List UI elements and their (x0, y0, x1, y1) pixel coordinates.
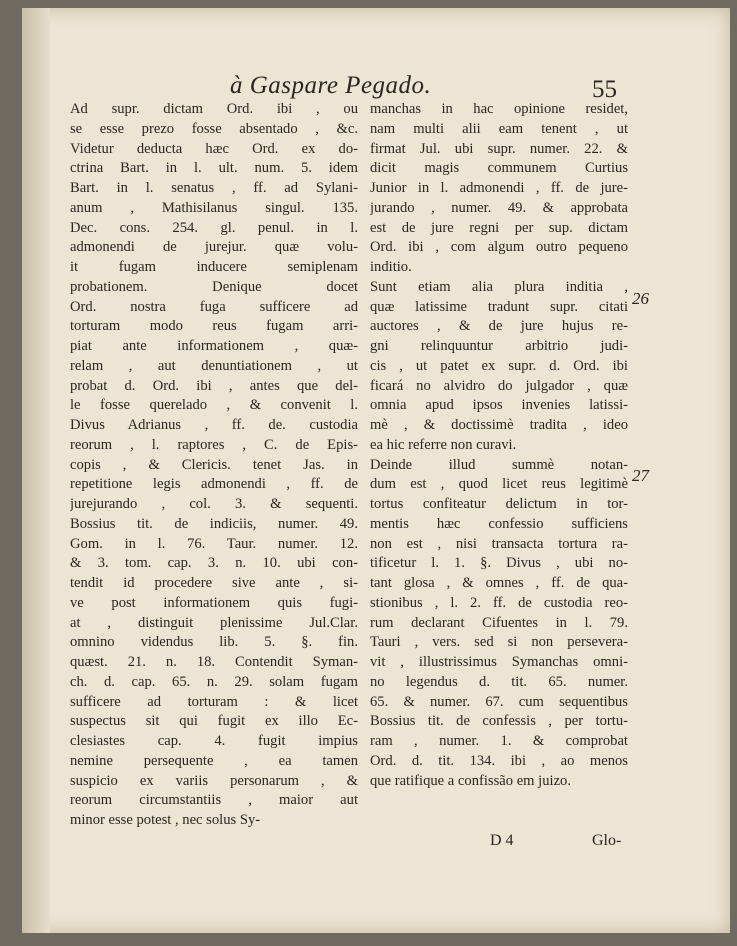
text-line: torturam modo reus fugam arri- (70, 318, 358, 335)
text-line: Sunt etiam alia plura inditia , (370, 278, 628, 295)
text-line: dum est , quod licet reus legitimè (370, 476, 628, 493)
text-line: ea hic referre non curavi. (370, 436, 517, 453)
text-line: tendit id procedere sive ante , si- (70, 575, 358, 591)
text-line: repetitione legis admonendi , ff. de (70, 476, 358, 493)
text-line: nam multi alii eam tenent , ut (370, 120, 628, 137)
page-gutter (22, 8, 50, 933)
text-line: ficará no alvidro do julgador , quæ (370, 377, 628, 394)
text-line: Junior in l. admonendi , ff. de jure- (370, 180, 628, 196)
text-line: le fosse querelado , & convenit l. (70, 397, 358, 414)
catchword: Glo- (592, 832, 622, 849)
text-line: se esse prezo fosse absentado , &c. (70, 120, 358, 137)
text-line: probat d. Ord. ibi , antes que del- (70, 377, 358, 394)
text-line: rum declarant Cifuentes in l. 79. (370, 614, 628, 631)
text-line: anum , Mathisilanus singul. 135. (70, 199, 358, 216)
text-line: & 3. tom. cap. 3. n. 10. ubi con- (70, 555, 358, 572)
text-line: it fugam inducere semiplenam (70, 259, 358, 275)
text-line: copis , & Clericis. tenet Jas. in (70, 456, 358, 473)
text-line: admonendi de jurejur. quæ volu- (70, 239, 358, 256)
text-line: Divus Adrianus , ff. de. custodia (70, 417, 358, 433)
text-line: Ord. nostra fuga sufficere ad (70, 298, 358, 315)
text-line: Bossius tit. de indiciis, numer. 49. (70, 515, 358, 532)
text-line: reorum circumstantiis , maior aut (70, 792, 358, 809)
text-line: que ratifique a confissão em juizo. (370, 772, 571, 789)
text-line: ctrina Bart. in l. ult. num. 5. idem (70, 160, 358, 177)
text-line: auctores , & de jure hujus re- (370, 318, 628, 335)
text-line: ch. d. cap. 65. n. 29. solam fugam (70, 673, 358, 690)
text-line: quæ latissime tradunt supr. citati (370, 298, 628, 315)
left-text-column (70, 100, 358, 831)
right-text-column (370, 100, 628, 791)
signature-mark: D 4 (490, 832, 514, 849)
text-line: Dec. cons. 254. gl. penul. in l. (70, 219, 358, 236)
margin-number-26: 26 (632, 289, 649, 308)
text-line: no legendus d. tit. 65. numer. (370, 673, 628, 690)
text-line: firmat Jul. ubi supr. numer. 22. & (370, 140, 628, 157)
text-line: tant glosa , & omnes , ff. de qua- (370, 575, 628, 591)
page-number: 55 (592, 76, 617, 103)
text-line: quæst. 21. n. 18. Contendit Syman- (70, 654, 358, 670)
text-line: cis , ut patet ex supr. d. Ord. ibi (370, 357, 628, 374)
text-line: stionibus , l. 2. ff. de custodia reo- (370, 594, 628, 611)
text-line: ve post informationem quis fugi- (70, 594, 358, 611)
margin-number-27: 27 (632, 466, 649, 485)
text-line: tortus confiteatur delictum in tor- (370, 496, 628, 512)
text-line: mè , & doctissimè tradita , ideo (370, 417, 628, 433)
text-line: inditio. (370, 259, 412, 275)
text-line: ram , numer. 1. & comprobat (370, 733, 628, 749)
text-line: 65. & numer. 67. cum sequentibus (370, 693, 628, 710)
text-line: clesiastes cap. 4. fugit impius (70, 733, 358, 749)
text-line: suspectus sit qui fugit ex illo Ec- (70, 713, 358, 730)
text-line: Tauri , vers. sed si non persevera- (370, 634, 628, 651)
text-line: manchas in hac opinione residet, (370, 101, 628, 117)
text-line: gni relinquuntur arbitrio judi- (370, 338, 628, 354)
text-line: Deinde illud summè notan- (370, 456, 628, 473)
running-header-title: à Gaspare Pegado. (230, 72, 432, 99)
text-line: nemine persequente , ea tamen (70, 752, 358, 769)
text-line: at , distinguit plenissime Jul.Clar. (70, 614, 358, 631)
text-line: est de jure regni per sup. dictam (370, 219, 628, 236)
text-line: vit , illustrissimus Symanchas omni- (370, 654, 628, 670)
text-line: relam , aut denuntiationem , ut (70, 357, 358, 374)
text-line: omnia apud ipsos invenies latissi- (370, 397, 628, 414)
text-line: omnino videndus lib. 5. §. fin. (70, 634, 358, 651)
text-line: probationem. Denique docet (70, 278, 358, 295)
text-line: sufficere ad torturam : & licet (70, 693, 358, 710)
text-line: Videtur deducta hæc Ord. ex do- (70, 140, 358, 157)
text-line: non est , nisi transacta tortura ra- (370, 535, 628, 552)
text-line: piat ante informationem , quæ- (70, 338, 358, 354)
text-line: Ord. d. tit. 134. ibi , ao menos (370, 752, 628, 769)
text-line: mentis hæc confessio sufficiens (370, 515, 628, 532)
text-line: Gom. in l. 76. Taur. numer. 12. (70, 535, 358, 552)
text-line: reorum , l. raptores , C. de Epis- (70, 436, 358, 453)
text-line: minor esse potest , nec solus Sy- (70, 812, 261, 828)
text-line: dicit magis communem Curtius (370, 160, 628, 177)
text-line: jurejurando , col. 3. & sequenti. (70, 496, 358, 512)
text-line: suspicio ex variis personarum , & (70, 772, 358, 789)
text-line: Ord. ibi , com algum outro pequeno (370, 239, 628, 256)
text-line: Bart. in l. senatus , ff. ad Sylani- (70, 180, 358, 196)
text-line: Bossius tit. de confessis , per tortu- (370, 713, 628, 730)
text-line: jurando , numer. 49. & approbata (370, 199, 628, 216)
text-line: tificetur l. 1. §. Divus , ubi no- (370, 555, 628, 572)
text-line: Ad supr. dictam Ord. ibi , ou (70, 101, 358, 117)
